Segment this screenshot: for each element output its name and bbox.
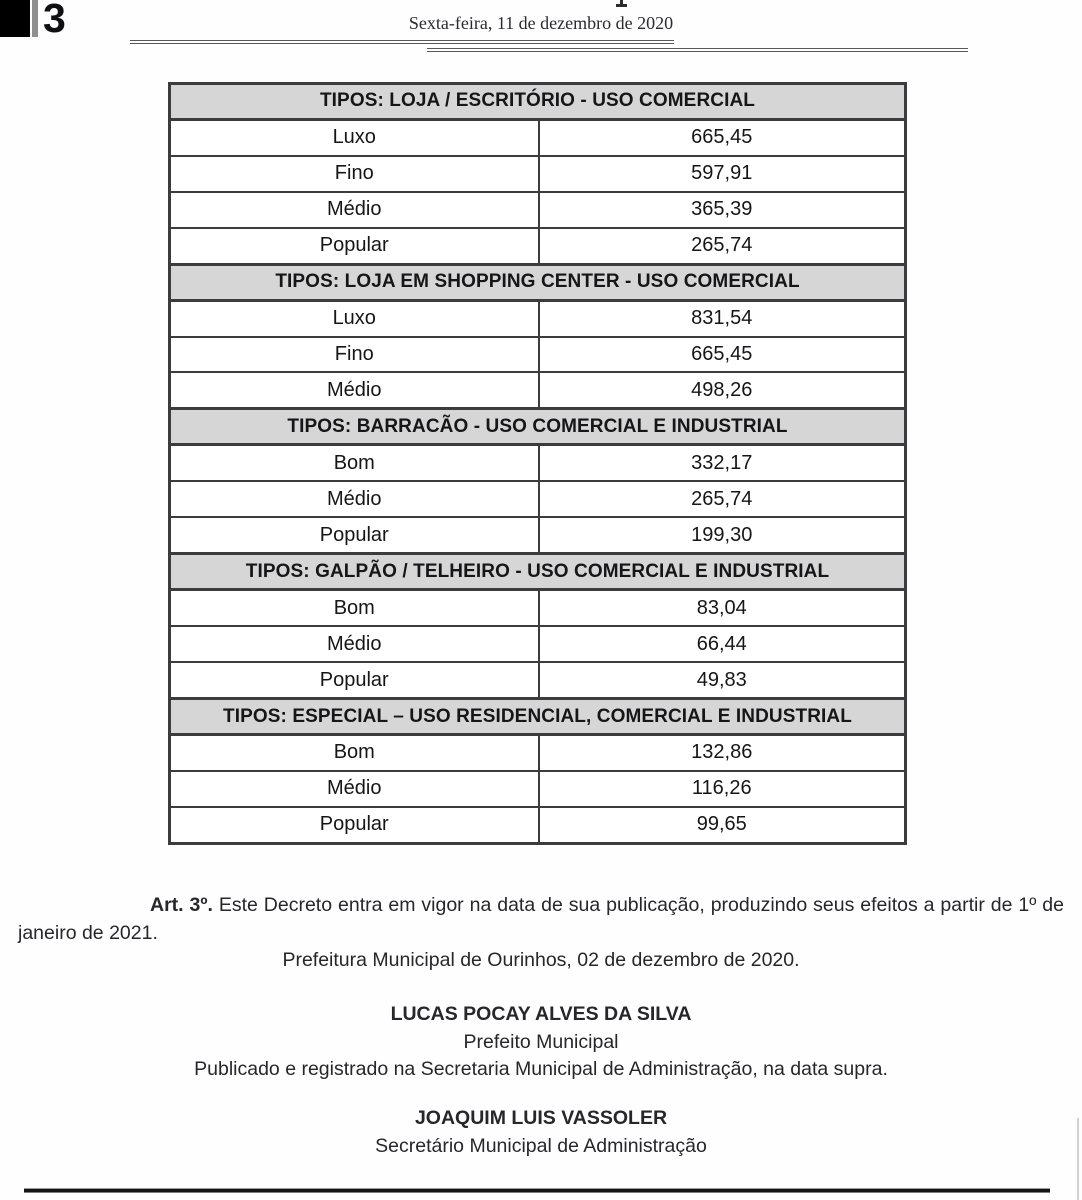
table-row <box>170 156 906 192</box>
value-cell: 831,54 <box>539 300 906 337</box>
value-cell: 49,83 <box>539 662 906 699</box>
value-cell: 199,30 <box>539 517 906 554</box>
section-title: TIPOS: LOJA EM SHOPPING CENTER - USO COMERCIAL <box>170 264 906 300</box>
category-cell: Fino <box>170 156 539 192</box>
table-row <box>170 481 906 517</box>
table-row <box>170 590 906 627</box>
rates-table <box>168 82 907 845</box>
category-cell: Médio <box>170 192 539 228</box>
table-row <box>170 192 906 228</box>
category-cell: Bom <box>170 734 539 771</box>
table-row <box>170 119 906 156</box>
table-row <box>170 372 906 409</box>
secretary-title: Secretário Municipal de Administração <box>375 1135 707 1157</box>
category-cell: Popular <box>170 228 539 265</box>
value-cell: 265,74 <box>539 228 906 265</box>
category-cell: Popular <box>170 807 539 844</box>
masthead-rule-left <box>130 40 674 44</box>
category-cell: Luxo <box>170 300 539 337</box>
value-cell: 332,17 <box>539 445 906 482</box>
value-cell: 83,04 <box>539 590 906 627</box>
table-row <box>170 517 906 554</box>
table-section-header <box>170 409 906 445</box>
cropped-glyph-base <box>616 4 627 7</box>
value-cell: 498,26 <box>539 372 906 409</box>
page-number: 3 <box>43 0 66 41</box>
section-title: TIPOS: BARRACÃO - USO COMERCIAL E INDUSTRIAL <box>170 409 906 445</box>
table-row <box>170 662 906 699</box>
table-row <box>170 337 906 373</box>
secretary-name: JOAQUIM LUIS VASSOLER <box>414 1107 668 1129</box>
table-section-header <box>170 699 906 735</box>
value-cell: 116,26 <box>539 771 906 807</box>
category-cell: Popular <box>170 662 539 699</box>
value-cell: 365,39 <box>539 192 906 228</box>
table-row <box>170 300 906 337</box>
category-cell: Médio <box>170 626 539 662</box>
table-row <box>170 771 906 807</box>
table-row <box>170 626 906 662</box>
category-cell: Bom <box>170 445 539 482</box>
table-row <box>170 734 906 771</box>
value-cell: 265,74 <box>539 481 906 517</box>
table-row <box>170 228 906 265</box>
section-title: TIPOS: ESPECIAL – USO RESIDENCIAL, COMERCIAL E INDUSTRIAL <box>170 699 906 735</box>
article-text: Este Decreto entra em vigor na data de sua publicação, produzindo seus efeitos a partir de 1º de janeiro de 2021. <box>18 893 1064 944</box>
article-3-paragraph <box>18 891 1064 947</box>
mayor-name: LUCAS POCAY ALVES DA SILVA <box>390 1003 692 1025</box>
table-row <box>170 807 906 844</box>
value-cell: 99,65 <box>539 807 906 844</box>
category-cell: Luxo <box>170 119 539 156</box>
masthead-date: Sexta-feira, 11 de dezembro de 2020 <box>408 13 674 33</box>
table-row <box>170 445 906 482</box>
category-cell: Fino <box>170 337 539 373</box>
section-title: TIPOS: LOJA / ESCRITÓRIO - USO COMERCIAL <box>170 84 906 120</box>
category-cell: Médio <box>170 481 539 517</box>
mayor-title: Prefeito Municipal <box>463 1031 619 1053</box>
value-cell: 665,45 <box>539 119 906 156</box>
cropped-text-fragment <box>616 0 628 8</box>
category-cell: Médio <box>170 372 539 409</box>
value-cell: 665,45 <box>539 337 906 373</box>
table-section-header <box>170 84 906 120</box>
category-cell: Médio <box>170 771 539 807</box>
scan-edge-artifact <box>1077 1118 1079 1200</box>
masthead-rule-right <box>427 48 968 52</box>
bottom-page-rule <box>24 1188 1050 1193</box>
category-cell: Popular <box>170 517 539 554</box>
value-cell: 597,91 <box>539 156 906 192</box>
table-section-header <box>170 264 906 300</box>
dateline: Prefeitura Municipal de Ourinhos, 02 de dezembro de 2020. <box>282 949 800 971</box>
article-lead: Art. 3º. <box>150 893 213 916</box>
table-section-header <box>170 554 906 590</box>
section-title: TIPOS: GALPÃO / TELHEIRO - USO COMERCIAL E INDUSTRIAL <box>170 554 906 590</box>
value-cell: 132,86 <box>539 734 906 771</box>
registration-note: Publicado e registrado na Secretaria Municipal de Administração, na data supra. <box>194 1058 888 1080</box>
category-cell: Bom <box>170 590 539 627</box>
value-cell: 66,44 <box>539 626 906 662</box>
